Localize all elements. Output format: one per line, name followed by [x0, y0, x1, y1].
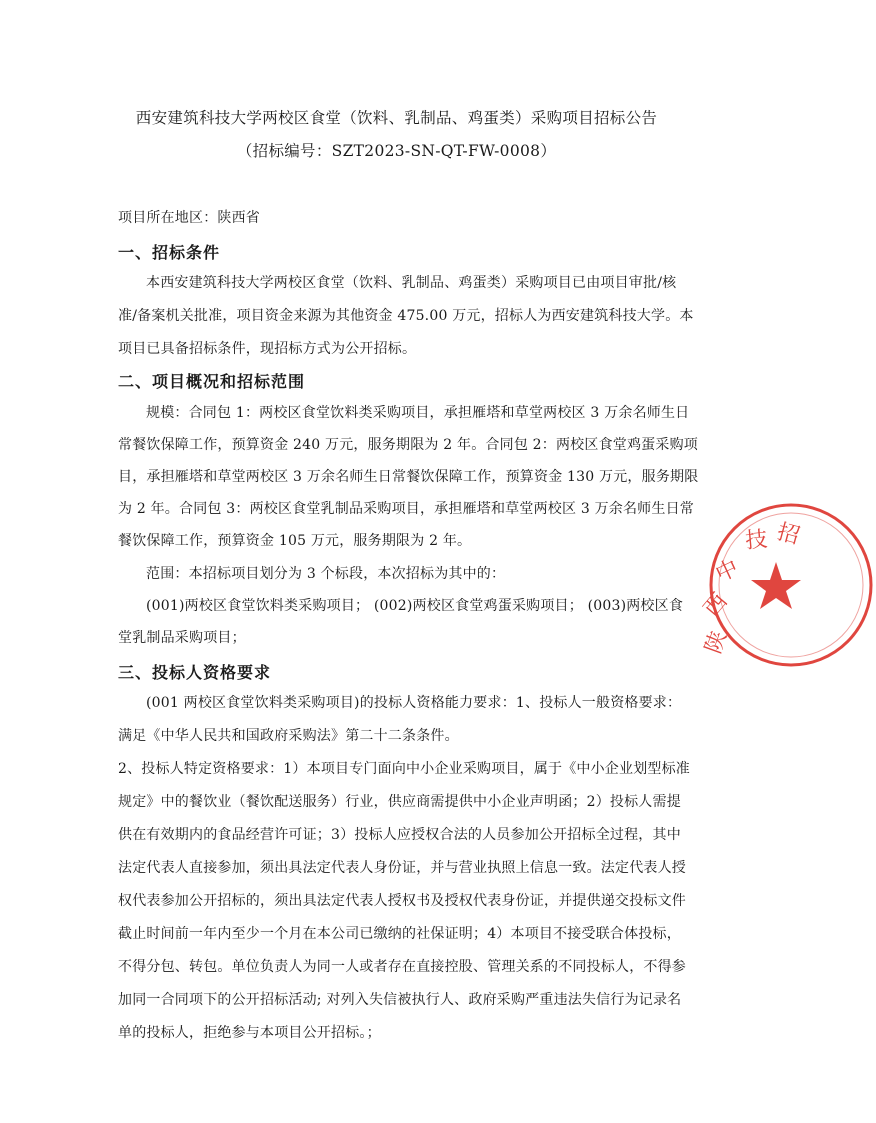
svg-text:技: 技 — [744, 527, 769, 554]
seal-star-icon — [751, 562, 801, 609]
document-title: 西安建筑科技大学两校区食堂（饮料、乳制品、鸡蛋类）采购项目招标公告 — [135, 109, 658, 127]
section2-scale-line: 为 2 年。合同包 3：两校区食堂乳制品采购项目，承担雁塔和草堂两校区 3 万余名师生日常 — [118, 501, 694, 517]
tender-number: （招标编号：SZT2023-SN-QT-FW-0008） — [236, 142, 557, 160]
section3-line: 单的投标人，拒绝参与本项目公开招标。； — [118, 1025, 381, 1041]
section3-line: 规定》中的餐饮业（餐饮配送服务）行业，供应商需提供中小企业声明函；2）投标人需提 — [118, 794, 681, 810]
section1-line: 项目已具备招标条件，现招标方式为公开招标。 — [118, 341, 417, 357]
svg-text:中: 中 — [711, 555, 743, 588]
section-heading-1: 一、招标条件 — [118, 243, 221, 262]
section3-line: 权代表参加公开招标的，须出具法定代表人授权书及授权代表身份证，并提供递交投标文件 — [118, 893, 686, 909]
section3-line: 法定代表人直接参加，须出具法定代表人身份证，并与营业执照上信息一致。法定代表人授 — [118, 860, 686, 876]
section2-scale-line: 餐饮保障工作，预算资金 105 万元，服务期限为 2 年。 — [118, 533, 472, 549]
section1-line: 准/备案机关批准，项目资金来源为其他资金 475.00 万元，招标人为西安建筑科技大学。本 — [118, 308, 694, 324]
section-heading-3: 三、投标人资格要求 — [118, 663, 272, 682]
section3-line: 加同一合同项下的公开招标活动; 对列入失信被执行人、政府采购严重违法失信行为记录名 — [118, 992, 682, 1008]
section3-line: (001 两校区食堂饮料类采购项目)的投标人资格能力要求：1、投标人一般资格要求： — [146, 695, 682, 711]
section3-line: 不得分包、转包。单位负责人为同一人或者存在直接控股、管理关系的不同投标人，不得参 — [118, 959, 686, 975]
section-heading-2: 二、项目概况和招标范围 — [118, 372, 306, 391]
section3-line: 供在有效期内的食品经营许可证；3）投标人应授权合法的人员参加公开招标全过程，其中 — [118, 827, 681, 843]
svg-text:招: 招 — [774, 519, 803, 550]
section2-scale-line: 规模：合同包 1：两校区食堂饮料类采购项目，承担雁塔和草堂两校区 3 万余名师生日 — [146, 405, 690, 421]
section2-scale-line: 目，承担雁塔和草堂两校区 3 万余名师生日常餐饮保障工作，预算资金 130 万元，服务期限 — [118, 469, 699, 485]
section2-scope-line: 堂乳制品采购项目； — [118, 630, 246, 646]
section2-scope-line: 范围：本招标项目划分为 3 个标段，本次招标为其中的： — [146, 566, 506, 582]
company-seal — [699, 500, 876, 670]
svg-text:西: 西 — [699, 588, 733, 622]
section2-scale-line: 常餐饮保障工作，预算资金 240 万元，服务期限为 2 年。合同包 2：两校区食堂鸡蛋采购项 — [118, 437, 698, 453]
project-region: 项目所在地区：陕西省 — [118, 210, 260, 226]
section3-line: 截止时间前一年内至少一个月在本公司已缴纳的社保证明；4）本项目不接受联合体投标， — [118, 926, 681, 942]
section1-line: 本西安建筑科技大学两校区食堂（饮料、乳制品、鸡蛋类）采购项目已由项目审批/核 — [146, 275, 677, 291]
section3-line: 2、投标人特定资格要求：1）本项目专门面向中小企业采购项目，属于《中小企业划型标准 — [118, 761, 691, 777]
section2-scope-line: (001)两校区食堂饮料类采购项目； (002)两校区食堂鸡蛋采购项目； (003)两校区食 — [146, 598, 684, 614]
section3-line: 满足《中华人民共和国政府采购法》第二十二条条件。 — [118, 728, 459, 744]
svg-text:陕: 陕 — [701, 627, 733, 658]
